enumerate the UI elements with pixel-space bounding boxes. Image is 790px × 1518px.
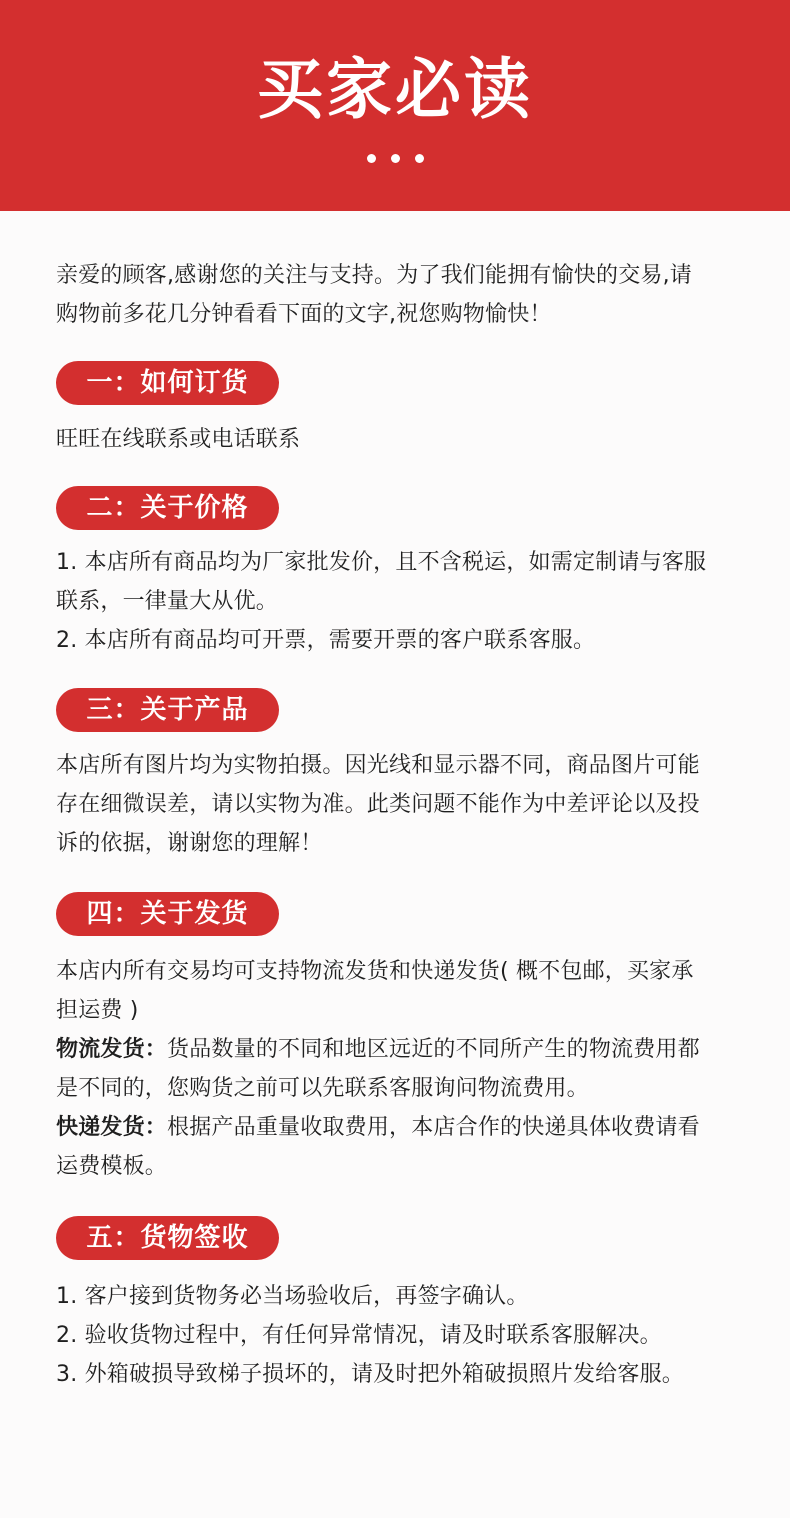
intro-line: 购物前多花几分钟看看下面的文字,祝您购物愉快！: [56, 302, 552, 327]
intro-paragraph: [56, 256, 756, 334]
logistics-text: 货品数量的不同和地区远近的不同所产生的物流费用都: [167, 1037, 700, 1062]
text-line: 2. 验收货物过程中，有任何异常情况，请及时联系客服解决。: [56, 1323, 662, 1348]
logistics-line: 是不同的，您购货之前可以先联系客服询问物流费用。: [56, 1076, 589, 1101]
header-dots: [0, 154, 790, 164]
text-line: 担运费 ): [56, 998, 139, 1023]
section-text-product: [56, 746, 756, 863]
text-line: 1. 本店所有商品均为厂家批发价，且不含税运，如需定制请与客服: [56, 550, 707, 575]
logistics-line: [56, 1030, 756, 1069]
page-title: 买家必读: [257, 51, 533, 128]
section-badge-shipping: 四：关于发货: [56, 892, 279, 936]
express-line: 运费模板。: [56, 1154, 168, 1179]
text-line: 1. 客户接到货物务必当场验收后，再签字确认。: [56, 1284, 529, 1309]
dot-icon: [367, 154, 376, 163]
text-line: 诉的依据，谢谢您的理解！: [56, 831, 323, 856]
dot-icon: [391, 154, 400, 163]
section-badge-product: 三：关于产品: [56, 688, 279, 732]
express-label: 快递发货：: [56, 1115, 168, 1140]
section-badge-price: 二：关于价格: [56, 486, 279, 530]
dot-icon: [415, 154, 424, 163]
express-text: 根据产品重量收取费用，本店合作的快递具体收费请看: [167, 1115, 700, 1140]
logistics-label: 物流发货：: [56, 1037, 168, 1062]
intro-line: 亲爱的顾客,感谢您的关注与支持。为了我们能拥有愉快的交易,请: [56, 263, 692, 288]
section-badge-receipt: 五：货物签收: [56, 1216, 279, 1260]
text-line: 2. 本店所有商品均可开票，需要开票的客户联系客服。: [56, 628, 596, 653]
text-line: 存在细微误差，请以实物为准。此类问题不能作为中差评论以及投: [56, 792, 700, 817]
section-text-receipt: [56, 1277, 756, 1394]
text-line: 本店内所有交易均可支持物流发货和快递发货( 概不包邮，买家承: [56, 959, 694, 984]
text-line: 3. 外箱破损导致梯子损坏的，请及时把外箱破损照片发给客服。: [56, 1362, 684, 1387]
header-banner: [0, 0, 790, 211]
section-badge-order: 一：如何订货: [56, 361, 279, 405]
text-line: 本店所有图片均为实物拍摄。因光线和显示器不同，商品图片可能: [56, 753, 700, 778]
section-text-price: [56, 543, 756, 660]
text-line: 旺旺在线联系或电话联系: [56, 427, 301, 452]
text-line: 联系，一律量大从优。: [56, 589, 279, 614]
express-line: [56, 1108, 756, 1147]
section-text-order: [56, 420, 756, 459]
section-text-shipping: [56, 952, 756, 1186]
